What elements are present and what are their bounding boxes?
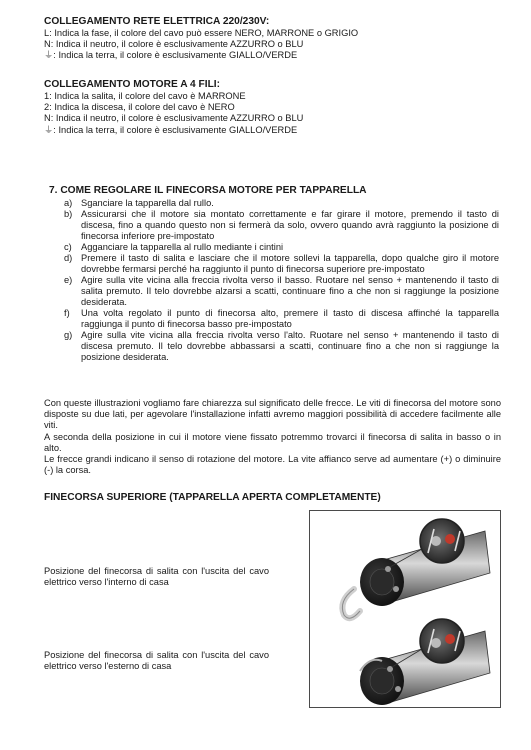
step-marker: d) — [64, 253, 73, 263]
line-discesa: 2: Indica la discesa, il colore del cavo è NERO — [44, 102, 235, 113]
motor-illustration-svg — [310, 511, 500, 707]
step-item — [64, 275, 499, 308]
step-marker: e) — [64, 275, 73, 285]
section-title: 7. COME REGOLARE IL FINECORSA MOTORE PER TAPPARELLA — [49, 185, 367, 196]
step-marker: g) — [64, 330, 73, 340]
section-title: COLLEGAMENTO MOTORE A 4 FILI: — [44, 79, 221, 90]
line-neutro: N: Indica il neutro, il colore è esclusivamente AZZURRO o BLU — [44, 39, 304, 50]
motor-upper — [342, 519, 490, 618]
step-item — [64, 330, 499, 363]
explanation-big-arrows: Le frecce grandi indicano il senso di rotazione del motore. La vite affianco serve ad aumentare (+) o diminuire (-) la corsa. — [44, 454, 501, 476]
section-mains-connection — [44, 16, 494, 62]
step-item — [64, 308, 499, 330]
step-item — [64, 242, 499, 253]
line-fase: L: Indica la fase, il colore del cavo può essere NERO, MARRONE o GRIGIO — [44, 28, 359, 38]
explanation-position: A seconda della posizione in cui il motore viene fissato potremmo trovarci il finecorsa di salita in basso o in alto. — [44, 431, 501, 453]
caption-cable-inside: Posizione del finecorsa di salita con l'uscita del cavo elettrico verso l'interno di casa — [44, 566, 269, 588]
step-text: Una volta regolato il punto di finecorsa alto, premere il tasto di discesa affinché la tapparella raggiunga il punto di finecorsa basso pre-impostato — [81, 308, 499, 329]
step-text: Agganciare la tapparella al rullo mediante i cintini — [81, 242, 284, 252]
step-text: Assicurarsi che il motore sia montato correttamente e far girare il motore, premendo il tasto di discesa, fino a quando questo non si fermerà da solo, ovvero quando avrà raggiunto la posizione di finecorsa inferiore pre-impostato — [81, 209, 499, 241]
step-text: Sganciare la tapparella dal rullo. — [81, 198, 214, 208]
step-text: Agire sulla vite vicina alla freccia rivolta verso l'alto. Ruotare nel senso + mantenendo il tasto di discesa premuto. Il telo dovrebbe abbassarsi a scatti, continuare fino a che non si raggiunge la posizione desiderata. — [81, 330, 499, 362]
motor-illustration — [309, 510, 501, 708]
upper-limit-title: FINECORSA SUPERIORE (TAPPARELLA APERTA COMPLETAMENTE) — [44, 492, 381, 503]
screw-icon — [395, 686, 401, 692]
line-terra: ⏚: Indica la terra, il colore è esclusivamente GIALLO/VERDE — [44, 124, 298, 135]
steps-list — [44, 198, 499, 363]
line-neutro: N: Indica il neutro, il colore è esclusivamente AZZURRO o BLU — [44, 113, 304, 124]
step-item — [64, 209, 499, 242]
motor-lower — [360, 619, 490, 705]
step-item — [64, 198, 499, 209]
section-title: COLLEGAMENTO RETE ELETTRICA 220/230V: — [44, 16, 270, 27]
explanation-arrows: Con queste illustrazioni vogliamo fare chiarezza sul significato delle frecce. Le viti di finecorsa del motore sono disposte su due lati, per agevolare l'installazione infatti avremo maggiori possibilità di accedere facilmente alle viti. — [44, 398, 501, 431]
caption-cable-outside: Posizione del finecorsa di salita con l'uscita del cavo elettrico verso l'esterno di casa — [44, 650, 269, 672]
step-marker: b) — [64, 209, 73, 219]
step-marker: a) — [64, 198, 73, 208]
section-limit-switch — [44, 185, 499, 363]
line-terra: ⏚: Indica la terra, il colore è esclusivamente GIALLO/VERDE — [44, 50, 298, 61]
line-salita: 1: Indica la salita, il colore del cavo è MARRONE — [44, 91, 246, 101]
step-marker: c) — [64, 242, 72, 252]
step-item — [64, 253, 499, 275]
step-text: Agire sulla vite vicina alla freccia rivolta verso il basso. Ruotare nel senso + mantenendo il tasto di salita premuto. Il telo dovrebbe alzarsi a scatti, continuare fino a che non si raggiunge la posizione desiderata. — [81, 275, 499, 307]
step-marker: f) — [64, 308, 70, 318]
screw-icon — [393, 586, 399, 592]
step-text: Premere il tasto di salita e lasciare che il motore sollevi la tapparella, dopo qualche giro il motore dovrebbe fermarsi perché ha raggiunto il punto di finecorsa superiore pre-impostato — [81, 253, 499, 274]
section-motor-connection — [44, 79, 494, 136]
explanation-paragraph — [44, 398, 501, 476]
